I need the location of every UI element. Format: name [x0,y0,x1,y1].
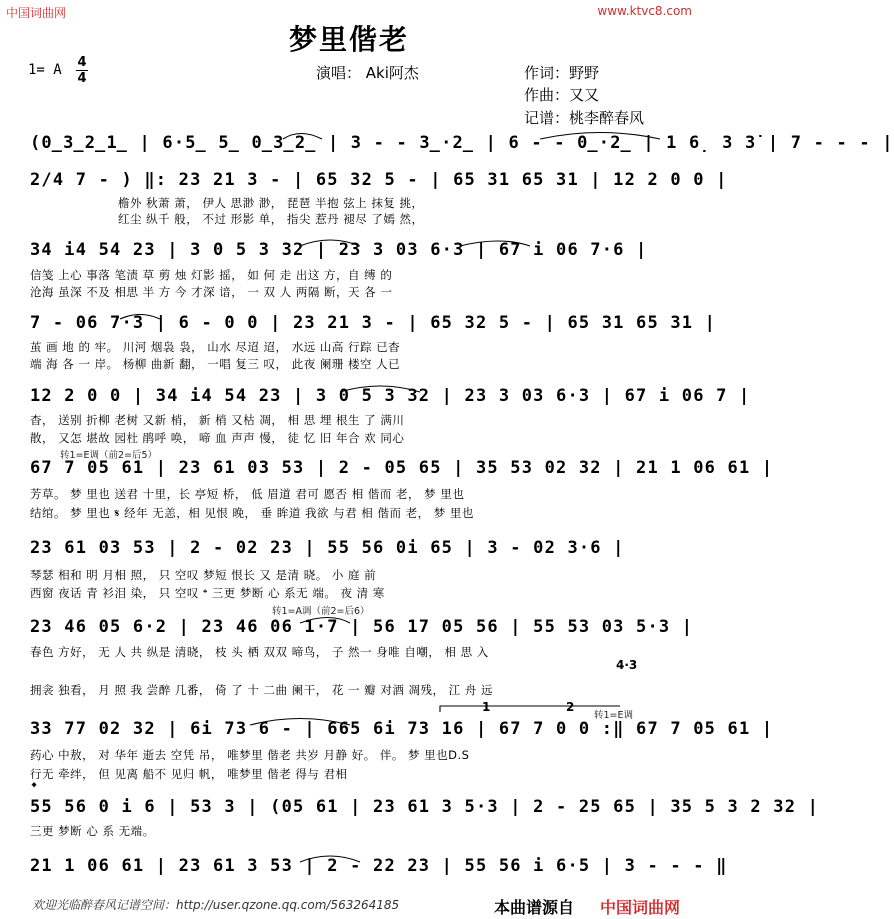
source-site: 中国词曲网 [600,898,681,917]
lyric-row-4-verse-2: 端 海 各 一 岸。 杨柳 曲新 翻， 一唱 复三 叹， 此夜 阑珊 楼空 人已 [30,357,401,371]
lyric-row-5-verse-1: 杳， 送别 折柳 老树 又新 梢， 新 梢 又枯 凋， 相 思 埋 根生 了 满川 [30,413,405,427]
notation-row-3: 34 i4 54 23 | 3 0 5 3 32 | 23 3 03 6·3 | 67 i 06 7·6 | [30,240,648,260]
composer: 作曲：又又 [524,86,600,104]
lyric-row-2-verse-2: 红尘 纵千 般， 不过 形影 单， 指尖 惹丹 褪尽 了嫣 然， [118,212,424,226]
coda-sign: 𝄌 [32,780,37,794]
lyric-row-3-verse-1: 信笺 上心 事落 笔渍 草 剪 烛 灯影 摇， 如 何 走 出这 方，自 缚 的 [30,268,393,282]
modulation-note-2: 转1=A调（前2=后6） [272,606,370,617]
notation-row-9: 33 77 02 32 | 6i 73 6 - | 665 6i 73 16 | 67 7 0 0 :‖ 67 7 05 61 | [30,719,774,739]
modulation-note-1: 转1=E调（前2=后5） [60,450,158,461]
notation-row-2: 2/4 7 - ) ‖: 23 21 3 - | 65 32 5 - | 65 31 65 31 | 12 2 0 0 | [30,170,728,190]
time-sig-bottom: 4 [77,71,87,86]
volta-1: 1 [482,700,491,714]
lyric-row-5-verse-2: 散， 又怎 堪故 园杜 鹃呼 唤， 啼 血 声声 慢， 徒 忆 旧 年合 欢 同心 [30,431,405,445]
lyric-row-6-verse-1: 芳草。 梦 里也 送君 十里，长 亭短 桥， 低 眉道 君可 愿否 相 偕而 老， 梦 里也 [30,487,465,501]
lyric-row-4-verse-1: 茧 画 地 的 牢。 川河 烟袅 袅， 山水 尽迢 迢， 水远 山高 行踪 已杳 [30,340,401,354]
lyricist: 作词：野野 [524,64,600,82]
lyric-row-8-verse-1: 春色 方好， 无 人 共 纵是 清晓， 枝 头 栖 双双 啼鸟， 子 然一 身唯 自嘲， 相 思 入 [30,645,489,659]
notation-row-1: (0̲3̲2̲1̲ | 6·5̲ 5̲ 0̲3̲2̲ | 3 - - 3̲·2̲ | 6 - - 0̲·2̲ | 1 6̣ 3 3̇ | 7 - - - | [30,133,894,153]
transcriber: 记谱：桃李醉春风 [524,109,645,127]
lyric-row-6-verse-2: 结绾。 梦 里也 𝄋 经年 无恙，相 见恨 晚， 垂 眸道 我欲 与君 相 偕而 老， 梦 里也 [30,506,474,520]
lyric-row-7-verse-1: 琴瑟 相和 明 月相 照， 只 空叹 梦短 恨长 又 是清 晓。 小 庭 前 [30,568,377,582]
small-note: 4·3 [616,658,638,672]
lyric-row-9-verse-1: 药心 中敖， 对 华年 逝去 空凭 吊， 唯梦里 偕老 共岁 月静 好。 伴。 梦 里也D.S [30,748,470,762]
lyric-row-10: 三更 梦断 心 系 无端。 [30,824,155,838]
singer: 演唱： Aki阿杰 [316,64,419,82]
notation-row-4: 7 - 06 7·3 | 6 - 0 0 | 23 21 3 - | 65 32 5 - | 65 31 65 31 | [30,313,717,333]
lyric-row-7-verse-2: 西窗 夜话 青 衫泪 染， 只 空叹 𝄌 三更 梦断 心 系无 端。 夜 清 寒 [30,586,385,600]
notation-row-6: 67 7 05 61 | 23 61 03 53 | 2 - 05 65 | 35 53 02 32 | 21 1 06 61 | [30,458,774,478]
volta-2: 2 [566,700,575,714]
footer-text: 欢迎光临醉春风记谱空间：http://user.qzone.qq.com/563264185 [32,898,400,912]
modulation-note-3: 转1=E调 [594,710,634,721]
time-sig-top: 4 [77,55,87,70]
watermark-right: www.ktvc8.com [597,4,692,18]
notation-row-11: 21 1 06 61 | 23 61 3 53 | 2 - 22 23 | 55 56 i 6·5 | 3 - - - ‖ [30,856,728,876]
lyric-row-9-verse-2: 行无 牵绊， 但 见离 船不 见归 帆， 唯梦里 偕老 得与 君相 [30,767,348,781]
key-signature: 1= A [28,62,62,78]
notation-row-7: 23 61 03 53 | 2 - 02 23 | 55 56 0i 65 | 3 - 02 3·6 | [30,538,625,558]
notation-row-8: 23 46 05 6·2 | 23 46 06 1·7 | 56 17 05 56 | 55 53 03 5·3 | [30,617,694,637]
watermark-left: 中国词曲网 [6,6,67,20]
notation-row-5: 12 2 0 0 | 34 i4 54 23 | 3 0 5 3 32 | 23 3 03 6·3 | 67 i 06 7 | [30,386,751,406]
notation-row-10: 55 56 0 i 6 | 53 3 | (05 61 | 23 61 3 5·3 | 2 - 25 65 | 35 5 3 2 32 | [30,797,820,817]
lyric-row-2-verse-1: 檐外 秋萧 萧， 伊人 思渺 渺， 琵琶 半抱 弦上 抹复 挑， [118,196,424,210]
song-title: 梦里偕老 [288,23,409,56]
source-label: 本曲谱源自 [494,898,575,917]
lyric-row-8-verse-2: 拥衾 独看， 月 照 我 尝醉 几番， 倚 了 十 二曲 阑干， 花 一 瓣 对酒 凋残， 江 舟 远 [30,683,493,697]
lyric-row-3-verse-2: 沧海 虽深 不及 相思 半 方 今 才深 谙， 一 双 人 两隔 断，天 各 一 [30,285,393,299]
